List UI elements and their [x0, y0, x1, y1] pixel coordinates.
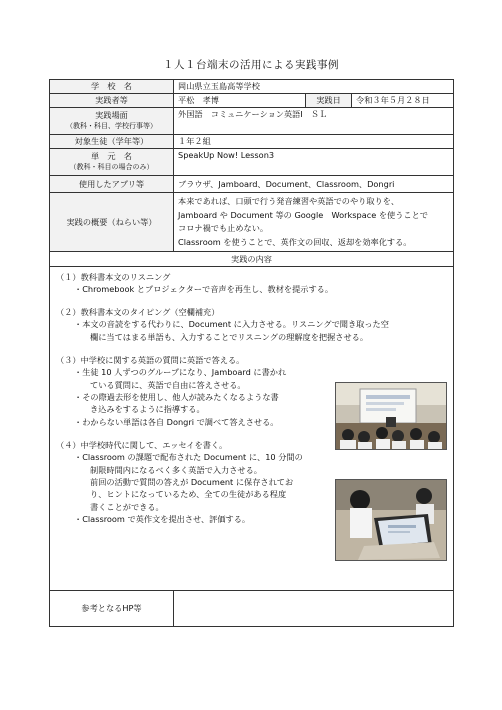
classroom-projector-illustration: [336, 383, 446, 449]
overview-label: 実践の概要（ねらい等）: [50, 193, 174, 252]
section-item: ・Chromebook とプロジェクターで音声を再生し、教材を提示する。: [74, 284, 334, 294]
overview-line: Jamboard や Document 等の Google Workspace を使うことで: [178, 209, 428, 220]
section-heading: （１）教科書本文のリスニング: [56, 272, 171, 282]
section-heading: （２）教科書本文のタイピング（空欄補充）: [56, 307, 220, 318]
scene-label: 実践場面: [95, 110, 128, 120]
student-chromebook-photo: [335, 479, 447, 561]
row-overview: [50, 193, 454, 252]
section-heading: （４）中学校時代に関して、エッセイを書く。: [56, 440, 228, 451]
row-school: [50, 80, 454, 94]
unit-value: SpeakUp Now! Lesson3: [174, 149, 454, 176]
overview-line: Classroom を使うことで、英作文の回収、返却を効率化する。: [178, 236, 412, 247]
row-students: [50, 135, 454, 149]
section-heading: （３）中学校に関する英語の質問に英語で答える。: [56, 355, 245, 366]
overview-line: コロナ禍でも止めない。: [178, 223, 269, 233]
section-item: ている質問に、英語で自由に答えさせる。: [90, 379, 246, 390]
references-value: [174, 591, 454, 627]
unit-label-cell: [50, 149, 174, 176]
section-item: 欄に当てはまる単語も、入力することでリスニングの理解度を把握させる。: [90, 331, 369, 342]
teacher-value: 平松 孝博: [174, 94, 306, 108]
row-unit: [50, 149, 454, 176]
row-teacher: [50, 94, 454, 108]
overview-line: 本来であれば、口頭で行う発音練習や英語でのやり取りを、: [178, 196, 400, 206]
date-label: 実践日: [306, 94, 352, 108]
references-label: 参考となるHP等: [50, 591, 174, 627]
page-title: １人１台端末の活用による実践事例: [163, 59, 339, 71]
apps-value: ブラウザ、Jamboard、Document、Classroom、Dongri: [174, 176, 454, 193]
school-value: 岡山県立玉島高等学校: [174, 80, 454, 94]
scene-value: 外国語 コミュニケーション英語Ⅰ ＳＬ: [174, 108, 454, 135]
apps-label: 使用したアプリ等: [50, 176, 174, 193]
scene-label-cell: [50, 108, 174, 135]
scene-sublabel: （教科・科目、学校行事等）: [66, 122, 157, 130]
content-header: 実践の内容: [50, 252, 454, 267]
section-item: 書くことができる。: [90, 501, 164, 512]
students-value: １年２組: [174, 135, 454, 149]
section-item: ・その際過去形を使用し、他人が読みたくなるような書: [74, 392, 279, 403]
practice-form-table: [49, 79, 454, 627]
overview-value: [174, 193, 454, 252]
section-item: ・わからない単語は各自 Dongri で調べて答えさせる。: [74, 416, 279, 427]
unit-sublabel: （教科・科目の場合のみ）: [69, 163, 154, 171]
row-content: [50, 267, 454, 591]
student-chromebook-illustration: [336, 480, 446, 560]
section-item: ・生徒 10 人ずつのグループになり、Jamboard に書かれ: [74, 367, 287, 378]
section-item: ・Classroom の課題で配布された Document に、10 分間の: [74, 452, 303, 463]
content-body: [50, 267, 454, 591]
section-item: 前回の活動で質問の答えが Document に保存されてお: [90, 477, 294, 488]
section-item: ・本文の音読をする代わりに、Document に入力させる。リスニングで聞き取った空: [74, 319, 389, 330]
section-item: き込みをするように指導する。: [90, 404, 205, 415]
row-apps: [50, 176, 454, 193]
unit-label: 単 元 名: [91, 151, 132, 161]
row-scene: [50, 108, 454, 135]
row-content-header: [50, 252, 454, 267]
row-references: [50, 591, 454, 627]
section-item: ・Classroom で英作文を提出させ、評価する。: [74, 514, 251, 525]
school-label: 学 校 名: [50, 80, 174, 94]
section-item: り、ヒントになっているため、全ての生徒がある程度: [90, 489, 287, 500]
students-label: 対象生徒（学年等）: [50, 135, 174, 149]
date-value: 令和３年５月２８日: [352, 94, 454, 108]
classroom-projector-photo: [335, 382, 447, 450]
teacher-label: 実践者等: [50, 94, 174, 108]
section-item: 制限時間内になるべく多く英語で入力させる。: [90, 464, 262, 475]
